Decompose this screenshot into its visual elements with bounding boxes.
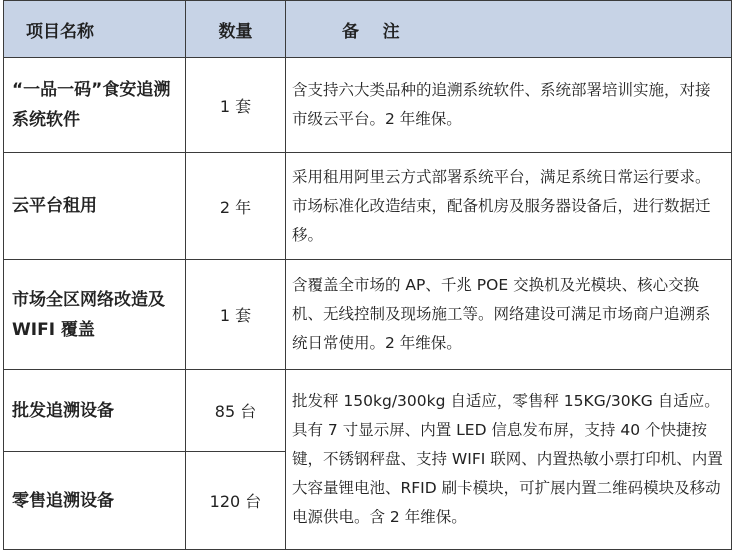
item-name-cell: 云平台租用 bbox=[4, 153, 186, 260]
header-remarks: 备 注 bbox=[286, 1, 732, 58]
item-name-cell: 市场全区网络改造及 WIFI 覆盖 bbox=[4, 260, 186, 370]
header-row bbox=[4, 1, 732, 58]
table-row bbox=[4, 153, 732, 260]
quantity-cell: 1 套 bbox=[186, 58, 286, 153]
remarks-cell: 含支持六大类品种的追溯系统软件、系统部署培训实施，对接市级云平台。2 年维保。 bbox=[286, 58, 732, 153]
header-quantity: 数量 bbox=[186, 1, 286, 58]
item-name-cell: 零售追溯设备 bbox=[4, 452, 186, 550]
equipment-table bbox=[3, 0, 732, 550]
remarks-cell: 含覆盖全市场的 AP、千兆 POE 交换机及光模块、核心交换机、无线控制及现场施工等。网络建设可满足市场商户追溯系统日常使用。2 年维保。 bbox=[286, 260, 732, 370]
table-row bbox=[4, 260, 732, 370]
header-item-name: 项目名称 bbox=[4, 1, 186, 58]
table-row bbox=[4, 58, 732, 153]
quantity-cell: 120 台 bbox=[186, 452, 286, 550]
quantity-cell: 85 台 bbox=[186, 370, 286, 452]
quantity-cell: 2 年 bbox=[186, 153, 286, 260]
item-name-cell: 批发追溯设备 bbox=[4, 370, 186, 452]
table-row bbox=[4, 370, 732, 452]
item-name-cell: “一品一码”食安追溯系统软件 bbox=[4, 58, 186, 153]
remarks-cell: 采用租用阿里云方式部署系统平台，满足系统日常运行要求。市场标准化改造结束，配备机房及服务器设备后，进行数据迁移。 bbox=[286, 153, 732, 260]
quantity-cell: 1 套 bbox=[186, 260, 286, 370]
shared-remarks-cell: 批发秤 150kg/300kg 自适应，零售秤 15KG/30KG 自适应。具有 7 寸显示屏、内置 LED 信息发布屏，支持 40 个快捷按键，不锈钢秤盘、支持 WIFI 联网、内置热敏小票打印机、内置大容量锂电池、RFID 刷卡模块，可扩展内置二维码模块及移动电源供电。含 2 年维保。 bbox=[286, 370, 732, 550]
